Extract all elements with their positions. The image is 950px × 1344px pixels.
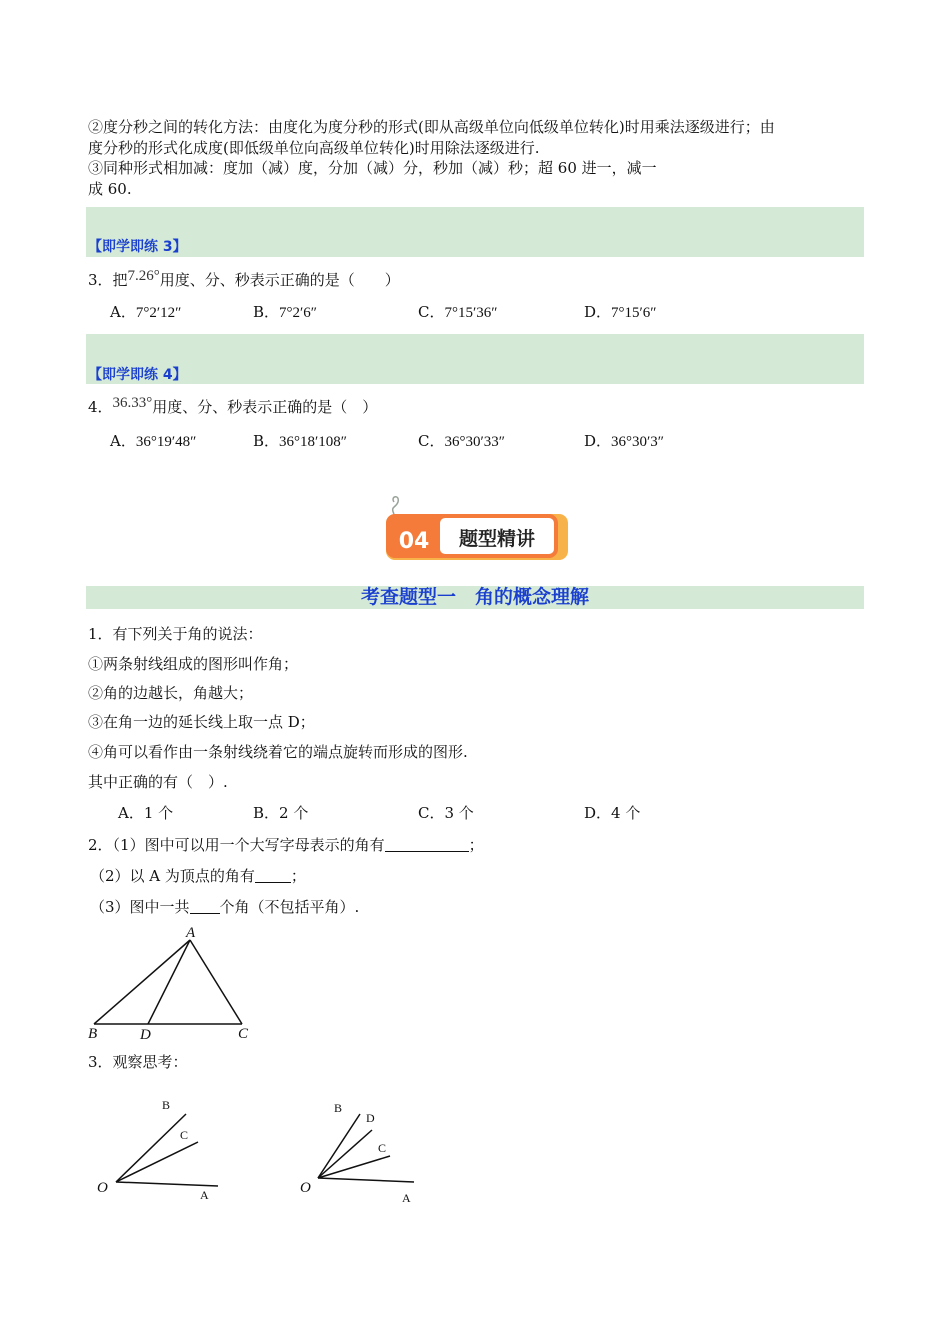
- practice-3-stem-value: 7.26°: [127, 268, 160, 284]
- q1-stem: 1．有下列关于角的说法：: [88, 625, 263, 643]
- label-b: B: [334, 1101, 343, 1115]
- q1-option-b: B．2 个: [253, 804, 309, 822]
- practice-3-label: 【即学即练 3】: [88, 239, 187, 255]
- label-c: C: [180, 1128, 189, 1142]
- intro-line-4: 成 60.: [88, 180, 132, 198]
- q1-item-1: ①两条射线组成的图形叫作角；: [88, 655, 299, 673]
- q2-part-1: 2．（1）图中可以用一个大写字母表示的角有 ；: [88, 836, 484, 854]
- q1-option-a: A．1 个: [118, 804, 174, 822]
- practice-4-option-d: D．36°30′3″: [584, 432, 665, 450]
- ray-oa: [116, 1182, 218, 1186]
- ray-oc: [116, 1142, 198, 1182]
- practice-3-option-b: B．7°2′6″: [253, 303, 318, 321]
- q3-figure-1: [90, 1090, 230, 1210]
- ray-oa: [318, 1178, 414, 1182]
- q2-blank-3[interactable]: [190, 897, 220, 914]
- badge-hook-icon: [393, 497, 399, 514]
- ray-ob: [116, 1114, 189, 1182]
- practice-4-stem-suffix: 用度、分、秒表示正确的是（ ）: [152, 398, 378, 416]
- section-title-bar: [86, 586, 864, 609]
- q1-item-4: ④角可以看作由一条射线绕着它的端点旋转而形成的图形.: [88, 743, 468, 761]
- label-b: B: [162, 1098, 171, 1112]
- practice-3-option-a: A．7°2′12″: [110, 303, 182, 321]
- practice-4-option-c: C．36°30′33″: [418, 432, 506, 450]
- badge-number: 04: [398, 529, 430, 554]
- q2-blank-1[interactable]: [385, 835, 469, 852]
- practice-4-band: [86, 334, 864, 384]
- q3-stem: 3．观察思考：: [88, 1053, 188, 1071]
- q2-blank-2[interactable]: [255, 866, 291, 883]
- label-a: A: [186, 925, 196, 941]
- practice-4-option-a: A．36°19′48″: [110, 432, 197, 450]
- intro-line-3: ③同种形式相加减：度加（减）度，分加（减）分，秒加（减）秒；超 60 进一，减一: [88, 159, 657, 177]
- practice-4-stem-prefix: 4．: [88, 398, 113, 416]
- practice-4-label: 【即学即练 4】: [88, 367, 187, 383]
- q1-item-3: ③在角一边的延长线上取一点 D；: [88, 713, 315, 731]
- q1-option-c: C．3 个: [418, 804, 474, 822]
- section-title: 考查题型一 角的概念理解: [360, 586, 589, 608]
- label-o: O: [97, 1180, 108, 1196]
- label-a: A: [402, 1191, 411, 1205]
- practice-4-stem-value: 36.33°: [112, 395, 153, 411]
- practice-3-stem-prefix: 3．把: [88, 271, 128, 289]
- q1-option-d: D．4 个: [584, 804, 641, 822]
- segment-ab: [94, 940, 190, 1024]
- label-d: D: [366, 1111, 375, 1125]
- ray-oc: [318, 1156, 390, 1178]
- practice-4-stem: [88, 397, 377, 418]
- q2-part-3: （3）图中一共 个角（不包括平角）.: [90, 898, 360, 916]
- q2-triangle-figure: [80, 920, 270, 1044]
- practice-3-option-d: D．7°15′6″: [584, 303, 657, 321]
- label-a: A: [200, 1188, 209, 1202]
- q1-item-2: ②角的边越长，角越大；: [88, 684, 254, 702]
- label-b: B: [88, 1026, 98, 1042]
- segment-ac: [190, 940, 242, 1024]
- practice-3-stem-suffix: 用度、分、秒表示正确的是（ ）: [159, 271, 400, 289]
- intro-line-2: 度分秒的形式化成度(即低级单位向高级单位转化)时用除法逐级进行.: [88, 139, 540, 157]
- intro-line-1: ②度分秒之间的转化方法：由度化为度分秒的形式(即从高级单位向低级单位转化)时用乘法逐级进行；由: [88, 118, 775, 136]
- label-c: C: [378, 1141, 387, 1155]
- q1-question: 其中正确的有（ ）.: [88, 773, 228, 791]
- segment-ad: [148, 940, 190, 1024]
- q2-part-2: （2）以 A 为顶点的角有 ；: [90, 867, 306, 885]
- practice-3-stem: [88, 270, 400, 291]
- label-d: D: [140, 1027, 151, 1043]
- section-badge: [378, 494, 570, 566]
- practice-3-option-c: C．7°15′36″: [418, 303, 498, 321]
- q3-figure-2: [296, 1090, 436, 1210]
- label-o: O: [300, 1180, 311, 1196]
- badge-title: 题型精讲: [458, 528, 536, 550]
- practice-3-band: [86, 207, 864, 257]
- practice-4-option-b: B．36°18′108″: [253, 432, 348, 450]
- label-c: C: [238, 1026, 249, 1042]
